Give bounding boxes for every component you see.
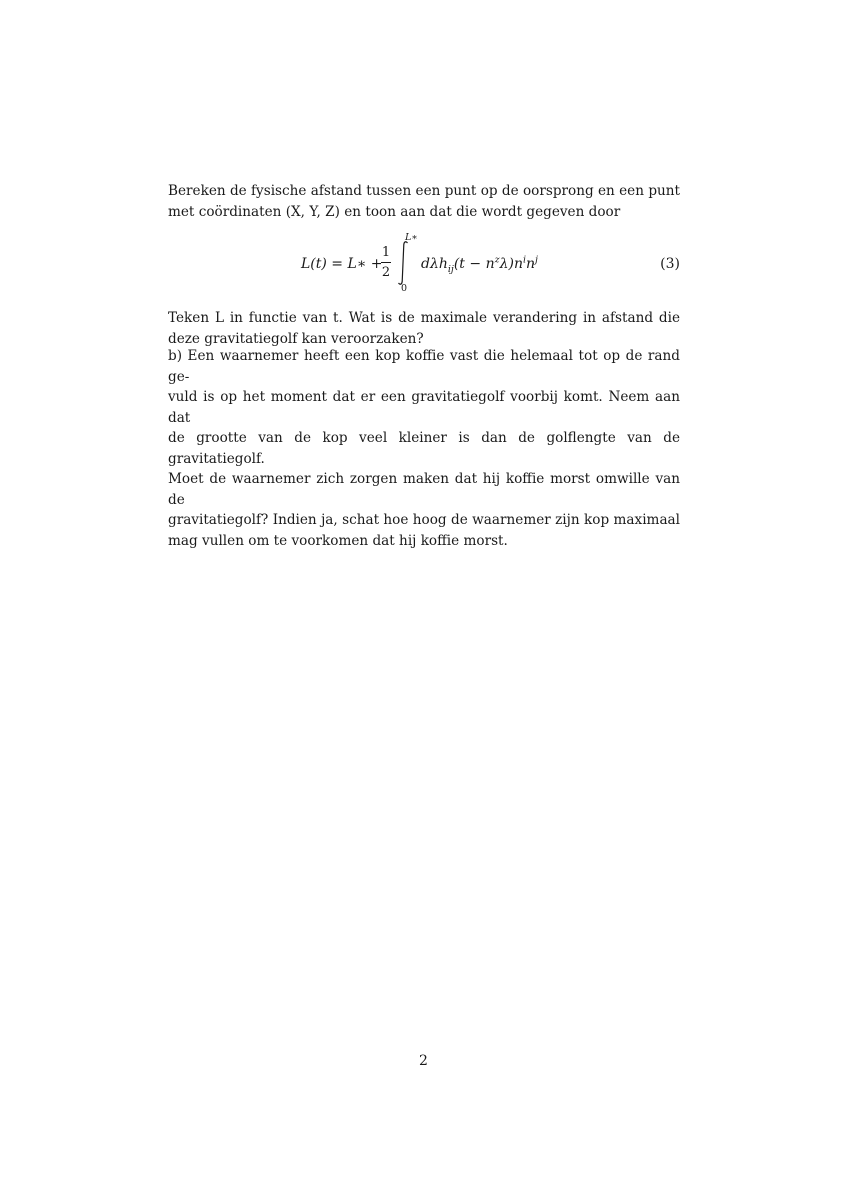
text-line: Moet de waarnemer zich zorgen maken dat hij koffie morst omwille van de	[168, 471, 680, 508]
text-line: de grootte van de kop veel kleiner is dan de golflengte van de gravitatiegolf.	[168, 430, 680, 467]
integral-sign-icon	[396, 240, 410, 286]
equation-body	[301, 228, 601, 306]
text-line: met coördinaten (X, Y, Z) en toon aan dat die wordt gegeven door	[168, 203, 621, 220]
intro-paragraph	[168, 181, 680, 222]
equation-number: (3)	[660, 256, 680, 272]
fraction-denominator: 2	[381, 265, 391, 280]
text-line: gravitatiegolf? Indien ja, schat hoe hoog de waarnemer zijn kop maximaal	[168, 512, 680, 528]
text-line: vuld is op het moment dat er een gravitatiegolf voorbij komt. Neem aan dat	[168, 389, 680, 426]
question-b-paragraph	[168, 346, 680, 551]
text-line: b) Een waarnemer heeft een kop koffie vast die helemaal tot op de rand ge-	[168, 348, 680, 385]
text-line: Teken L in functie van t. Wat is de maximale verandering in afstand die	[168, 310, 680, 326]
text-line: deze gravitatiegolf kan veroorzaken?	[168, 330, 424, 347]
integral-lower-limit: 0	[401, 283, 408, 294]
integral-upper-limit: L∗	[405, 232, 418, 243]
fraction-one-half	[381, 244, 391, 281]
equation-integrand: $d\lambda h_{ij}(t - n^z\lambda)n^in^j$	[421, 254, 538, 275]
question-a-paragraph	[168, 308, 680, 349]
text-line: mag vullen om te voorkomen dat hij koffie morst.	[168, 532, 508, 549]
equation-3	[168, 228, 680, 306]
equation-lhs: L(t) = L∗ +	[301, 256, 383, 272]
fraction-numerator: 1	[381, 245, 391, 260]
fraction-bar	[381, 262, 391, 263]
text-line: Bereken de fysische afstand tussen een punt op de oorsprong en een punt	[168, 183, 680, 199]
page-number: 2	[419, 1053, 428, 1069]
